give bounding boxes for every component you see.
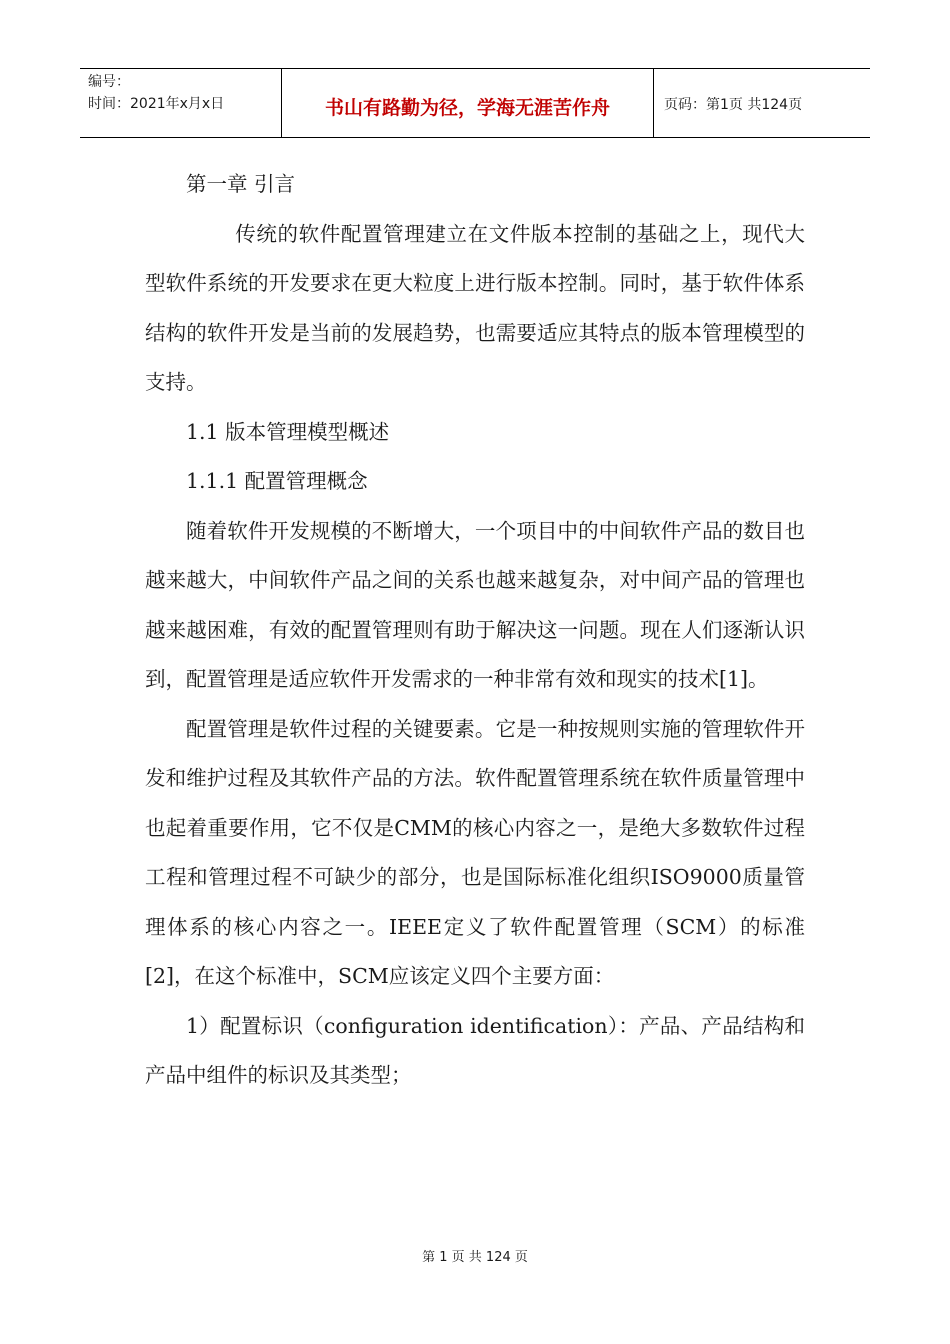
- page-header: [80, 68, 870, 138]
- paragraph: 配置管理是软件过程的关键要素。它是一种按规则实施的管理软件开发和维护过程及其软件产品的方法。软件配置管理系统在软件质量管理中也起着重要作用，它不仅是CMM的核心内容之一，是绝大多数软件过程工程和管理过程不可缺少的部分，也是国际标准化组织ISO9000质量管理体系的核心内容之一。IEEE定义了软件配置管理（SCM）的标准[2]，在这个标准中，SCM应该定义四个主要方面：: [145, 716, 805, 988]
- page-footer: 第 1 页 共 124 页: [422, 1250, 528, 1265]
- header-meta: [80, 69, 282, 137]
- header-page-info: 页码：第1页 共124页: [664, 97, 803, 113]
- document-body: [145, 160, 805, 1101]
- subsection-heading: 1.1.1 配置管理概念: [186, 469, 368, 493]
- chapter-title: 第一章 引言: [186, 172, 296, 196]
- list-item: 1）配置标识（configuration identification）：产品、产品结构和产品中组件的标识及其类型；: [145, 1013, 805, 1087]
- header-motto: 书山有路勤为径，学海无涯苦作舟: [282, 69, 654, 137]
- paragraph: 传统的软件配置管理建立在文件版本控制的基础之上，现代大型软件系统的开发要求在更大粒度上进行版本控制。同时，基于软件体系结构的软件开发是当前的发展趋势，也需要适应其特点的版本管理模型的支持。: [145, 221, 805, 394]
- document-date: 时间：2021年x月x日: [88, 96, 225, 112]
- document-number-label: 编号：: [88, 74, 130, 90]
- paragraph: 随着软件开发规模的不断增大，一个项目中的中间软件产品的数目也越来越大，中间软件产品之间的关系也越来越复杂，对中间产品的管理也越来越困难，有效的配置管理则有助于解决这一问题。现在人们逐渐认识到，配置管理是适应软件开发需求的一种非常有效和现实的技术[1]。: [145, 518, 805, 691]
- section-heading: 1.1 版本管理模型概述: [186, 419, 390, 444]
